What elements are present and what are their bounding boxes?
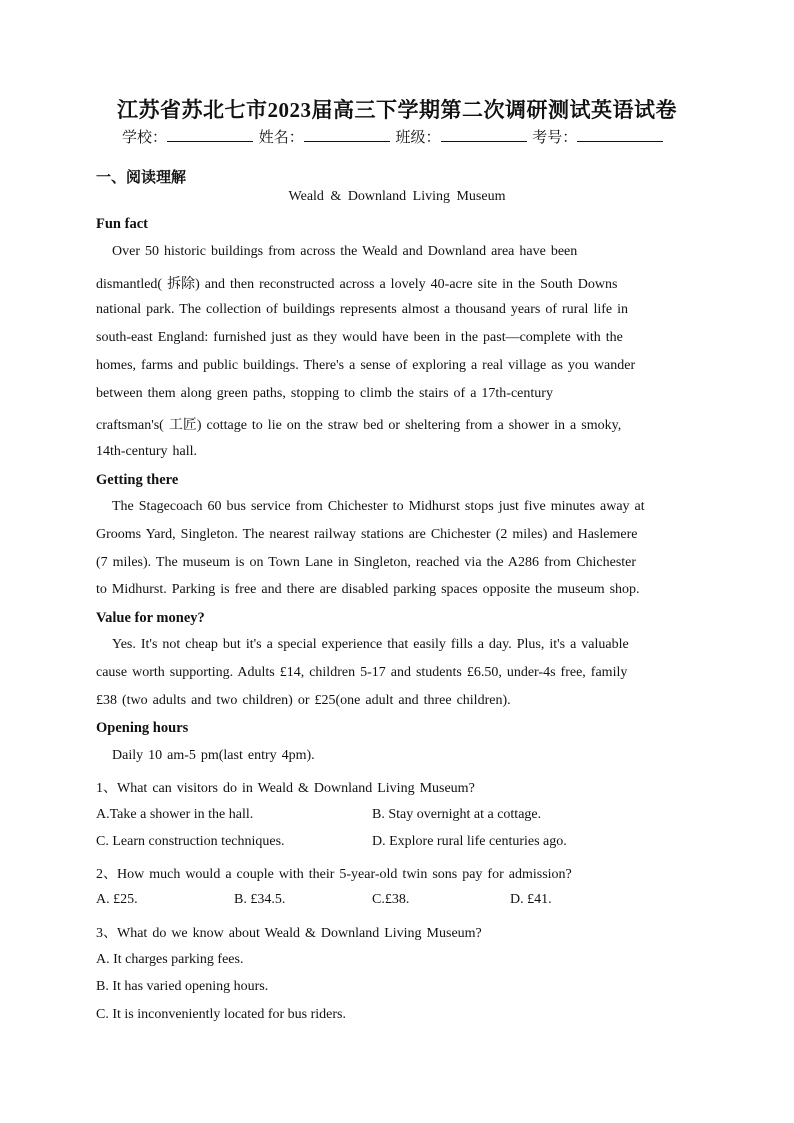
option-b[interactable]: B. It has varied opening hours. [96, 979, 269, 994]
section-heading: 一、阅读理解 [96, 170, 187, 186]
getting-there-heading: Getting there [96, 472, 179, 488]
question-stem: 3、What do we know about Weald & Downland Living Museum? [96, 926, 482, 941]
hours-line: Daily 10 am-5 pm(last entry 4pm). [112, 748, 315, 763]
class-blank[interactable] [441, 129, 527, 142]
option-b[interactable]: B. £34.5. [234, 892, 286, 907]
getting-there-line: The Stagecoach 60 bus service from Chichester to Midhurst stops just five minutes away at [112, 499, 645, 514]
exam-title: 江苏省苏北七市2023届高三下学期第二次调研测试英语试卷 [117, 98, 677, 122]
option-b[interactable]: B. Stay overnight at a cottage. [372, 807, 542, 822]
getting-there-line: (7 miles). The museum is on Town Lane in Singleton, reached via the A286 from Chichester [96, 555, 637, 570]
school-label: 学校： [122, 130, 168, 146]
option-a[interactable]: A.Take a shower in the hall. [96, 807, 254, 822]
getting-there-line: to Midhurst. Parking is free and there are disabled parking spaces opposite the museum shop. [96, 582, 640, 597]
exam-number-blank[interactable] [577, 129, 663, 142]
option-d[interactable]: D. Explore rural life centuries ago. [372, 834, 567, 849]
question-stem: 2、How much would a couple with their 5-year-old twin sons pay for admission? [96, 867, 572, 882]
name-blank[interactable] [304, 129, 390, 142]
fun-fact-heading: Fun fact [96, 216, 148, 232]
fun-fact-line: between them along green paths, stopping to climb the stairs of a 17th-century [96, 386, 553, 401]
value-line: cause worth supporting. Adults £14, children 5-17 and students £6.50, under-4s free, family [96, 665, 628, 680]
fun-fact-line: homes, farms and public buildings. There's a sense of exploring a real village as you wander [96, 358, 636, 373]
getting-there-line: Grooms Yard, Singleton. The nearest railway stations are Chichester (2 miles) and Haslemere [96, 527, 638, 542]
fun-fact-line: Over 50 historic buildings from across the Weald and Downland area have been [112, 244, 578, 259]
option-c[interactable]: C.£38. [372, 892, 410, 907]
option-a[interactable]: A. It charges parking fees. [96, 952, 244, 967]
option-a[interactable]: A. £25. [96, 892, 138, 907]
value-heading: Value for money? [96, 610, 205, 626]
article-title: Weald & Downland Living Museum [288, 189, 506, 204]
school-blank[interactable] [167, 129, 253, 142]
fun-fact-line: national park. The collection of buildings represents almost a thousand years of rural life in [96, 302, 628, 317]
value-line: Yes. It's not cheap but it's a special experience that easily fills a day. Plus, it's a valuable [112, 637, 629, 652]
exam-number-label: 考号： [532, 130, 578, 146]
student-info-line [122, 126, 665, 147]
name-label: 姓名： [258, 130, 304, 146]
fun-fact-line: dismantled( 拆除) and then reconstructed across a lovely 40-acre site in the South Downs [96, 277, 618, 292]
hours-heading: Opening hours [96, 720, 189, 736]
class-label: 班级： [395, 130, 441, 146]
question-stem: 1、What can visitors do in Weald & Downland Living Museum? [96, 781, 475, 796]
fun-fact-line: 14th-century hall. [96, 444, 198, 459]
option-c[interactable]: C. It is inconveniently located for bus riders. [96, 1007, 346, 1022]
fun-fact-line: craftsman's( 工匠) cottage to lie on the straw bed or sheltering from a shower in a smoky, [96, 418, 622, 433]
option-d[interactable]: D. £41. [510, 892, 552, 907]
option-c[interactable]: C. Learn construction techniques. [96, 834, 285, 849]
value-line: £38 (two adults and two children) or £25(one adult and three children). [96, 693, 511, 708]
fun-fact-line: south-east England: furnished just as they would have been in the past—complete with the [96, 330, 623, 345]
